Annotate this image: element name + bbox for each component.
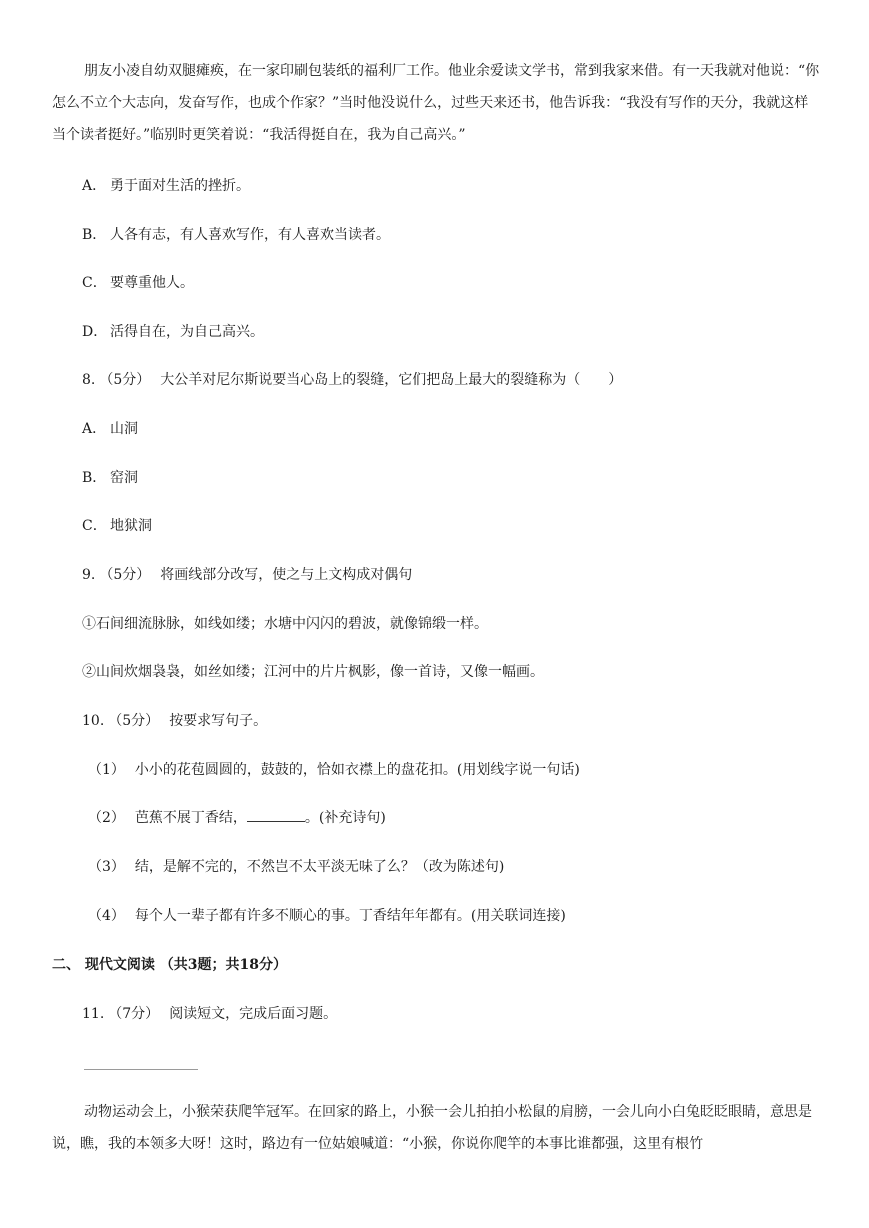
question-text: 大公羊对尼尔斯说要当心岛上的裂缝，它们把岛上最大的裂缝称为（ ） <box>160 372 623 388</box>
option-letter: B． <box>82 470 107 486</box>
question-score: （5分） <box>99 567 151 583</box>
option-letter: A． <box>82 421 107 437</box>
intro-passage: 朋友小凌自幼双腿瘫痪，在一家印刷包装纸的福利厂工作。他业余爱读文学书，常到我家来借。有一天我就对他说：“你怎么不立个大志向，发奋写作，也成个作家？”当时他没说什么，过些天来还书，他告诉我：“我没有写作的天分，我就这样当个读者挺好。”临别时更笑着说：“我活得挺自在，我为自己高兴。” <box>52 63 820 143</box>
question-score: （5分） <box>108 713 160 729</box>
q11-passage: 动物运动会上，小猴荣获爬竿冠军。在回家的路上，小猴一会儿拍拍小松鼠的肩膀，一会儿向小白兔眨眨眼睛，意思是说，瞧，我的本领多大呀！这时，路边有一位姑娘喊道：“小猴，你说你爬竿的本事比谁都强，这里有根竹 <box>52 1104 812 1152</box>
q8-option-a[interactable] <box>82 419 138 439</box>
q9-item-2: ②山间炊烟袅袅，如丝如缕；江河中的片片枫影，像一首诗，又像一幅画。 <box>82 664 544 680</box>
question-text: 将画线部分改写，使之与上文构成对偶句 <box>160 567 413 583</box>
question-text: 阅读短文，完成后面习题。 <box>169 1006 338 1022</box>
q10-sub-2 <box>88 808 386 828</box>
question-number: 9. <box>82 567 96 583</box>
option-text: 山洞 <box>110 421 138 437</box>
option-text: 地狱洞 <box>110 518 152 534</box>
sub-text: 结，是解不完的，不然岂不太平淡无味了么？（改为陈述句) <box>134 859 505 875</box>
question-8 <box>82 370 622 390</box>
q8-option-b[interactable] <box>82 468 138 488</box>
q9-item-1: ①石间细流脉脉，如线如缕；水塘中闪闪的碧波，就像锦缎一样。 <box>82 616 488 632</box>
sub-number: （2） <box>88 810 125 826</box>
sub-number: （4） <box>88 908 125 924</box>
option-letter: B． <box>82 227 107 243</box>
q7-option-a[interactable] <box>82 176 250 196</box>
q7-option-d[interactable] <box>82 322 264 342</box>
question-score: （7分） <box>108 1006 160 1022</box>
sub-number: （1） <box>88 762 125 778</box>
q7-option-b[interactable] <box>82 225 390 245</box>
sub-text: 每个人一辈子都有许多不顺心的事。丁香结年年都有。(用关联词连接) <box>134 908 566 924</box>
option-text: 勇于面对生活的挫折。 <box>110 178 250 194</box>
question-score: （5分） <box>99 372 151 388</box>
question-text: 按要求写句子。 <box>169 713 268 729</box>
question-number: 11. <box>82 1006 105 1022</box>
q10-sub-4 <box>88 906 566 926</box>
option-text: 人各有志，有人喜欢写作，有人喜欢当读者。 <box>110 227 390 243</box>
sub-text-before: 芭蕉不展丁香结， <box>134 810 247 826</box>
q10-sub-3 <box>88 857 504 877</box>
option-letter: A． <box>82 178 107 194</box>
question-11 <box>82 1004 337 1024</box>
option-text: 活得自在，为自己高兴。 <box>110 324 264 340</box>
section-2-heading: 二、 现代文阅读 （共3题；共18分） <box>52 957 287 973</box>
sub-number: （3） <box>88 859 125 875</box>
question-9 <box>82 565 412 585</box>
divider-line <box>84 1069 198 1070</box>
sub-text: 小小的花苞圆圆的，鼓鼓的，恰如衣襟上的盘花扣。(用划线字说一句话) <box>134 762 580 778</box>
option-letter: D． <box>82 324 108 340</box>
option-text: 要尊重他人。 <box>110 275 194 291</box>
sub-text-after: 。(补充诗句) <box>304 810 386 826</box>
question-number: 8. <box>82 372 96 388</box>
q7-option-c[interactable] <box>82 273 194 293</box>
q8-option-c[interactable] <box>82 516 152 536</box>
option-letter: C． <box>82 275 107 291</box>
answer-blank[interactable] <box>247 809 305 822</box>
question-number: 10. <box>82 713 105 729</box>
question-10 <box>82 711 267 731</box>
option-text: 窑洞 <box>110 470 138 486</box>
q10-sub-1 <box>88 760 580 780</box>
option-letter: C． <box>82 518 107 534</box>
